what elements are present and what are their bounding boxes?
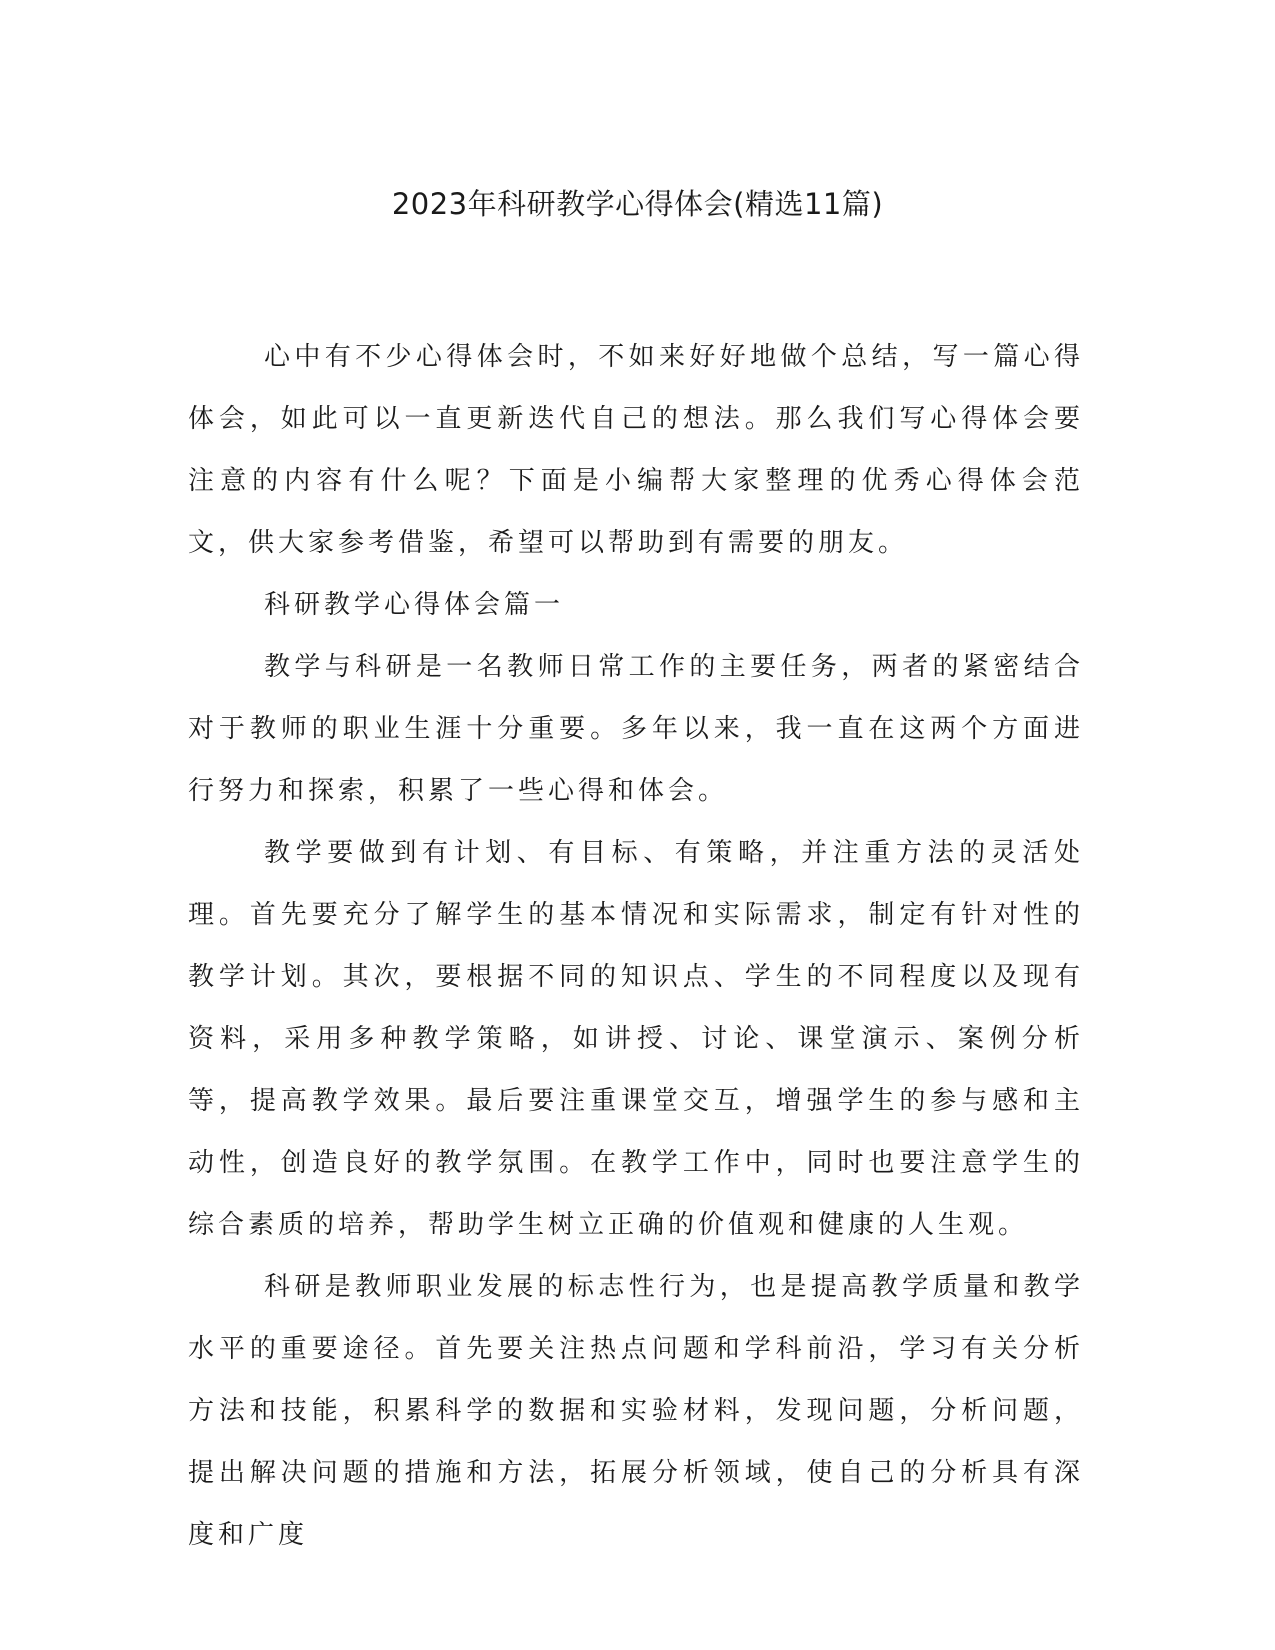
- document-body: [188, 326, 1084, 1566]
- body-paragraph: 科研是教师职业发展的标志性行为，也是提高教学质量和教学水平的重要途径。首先要关注热点问题和学科前沿，学习有关分析方法和技能，积累科学的数据和实验材料，发现问题，分析问题，提出解决问题的措施和方法，拓展分析领域，使自己的分析具有深度和广度: [188, 1272, 1084, 1550]
- intro-paragraph: 心中有不少心得体会时，不如来好好地做个总结，写一篇心得体会，如此可以一直更新迭代自己的想法。那么我们写心得体会要注意的内容有什么呢？下面是小编帮大家整理的优秀心得体会范文，供大家参考借鉴，希望可以帮助到有需要的朋友。: [188, 342, 1084, 558]
- section-heading: 科研教学心得体会篇一: [264, 590, 565, 620]
- body-paragraph: 教学与科研是一名教师日常工作的主要任务，两者的紧密结合对于教师的职业生涯十分重要。多年以来，我一直在这两个方面进行努力和探索，积累了一些心得和体会。: [188, 652, 1084, 806]
- body-paragraph: 教学要做到有计划、有目标、有策略，并注重方法的灵活处理。首先要充分了解学生的基本情况和实际需求，制定有针对性的教学计划。其次，要根据不同的知识点、学生的不同程度以及现有资料，采用多种教学策略，如讲授、讨论、课堂演示、案例分析等，提高教学效果。最后要注重课堂交互，增强学生的参与感和主动性，创造良好的教学氛围。在教学工作中，同时也要注意学生的综合素质的培养，帮助学生树立正确的价值观和健康的人生观。: [188, 838, 1084, 1240]
- document-title: 2023年科研教学心得体会(精选11篇): [391, 187, 884, 221]
